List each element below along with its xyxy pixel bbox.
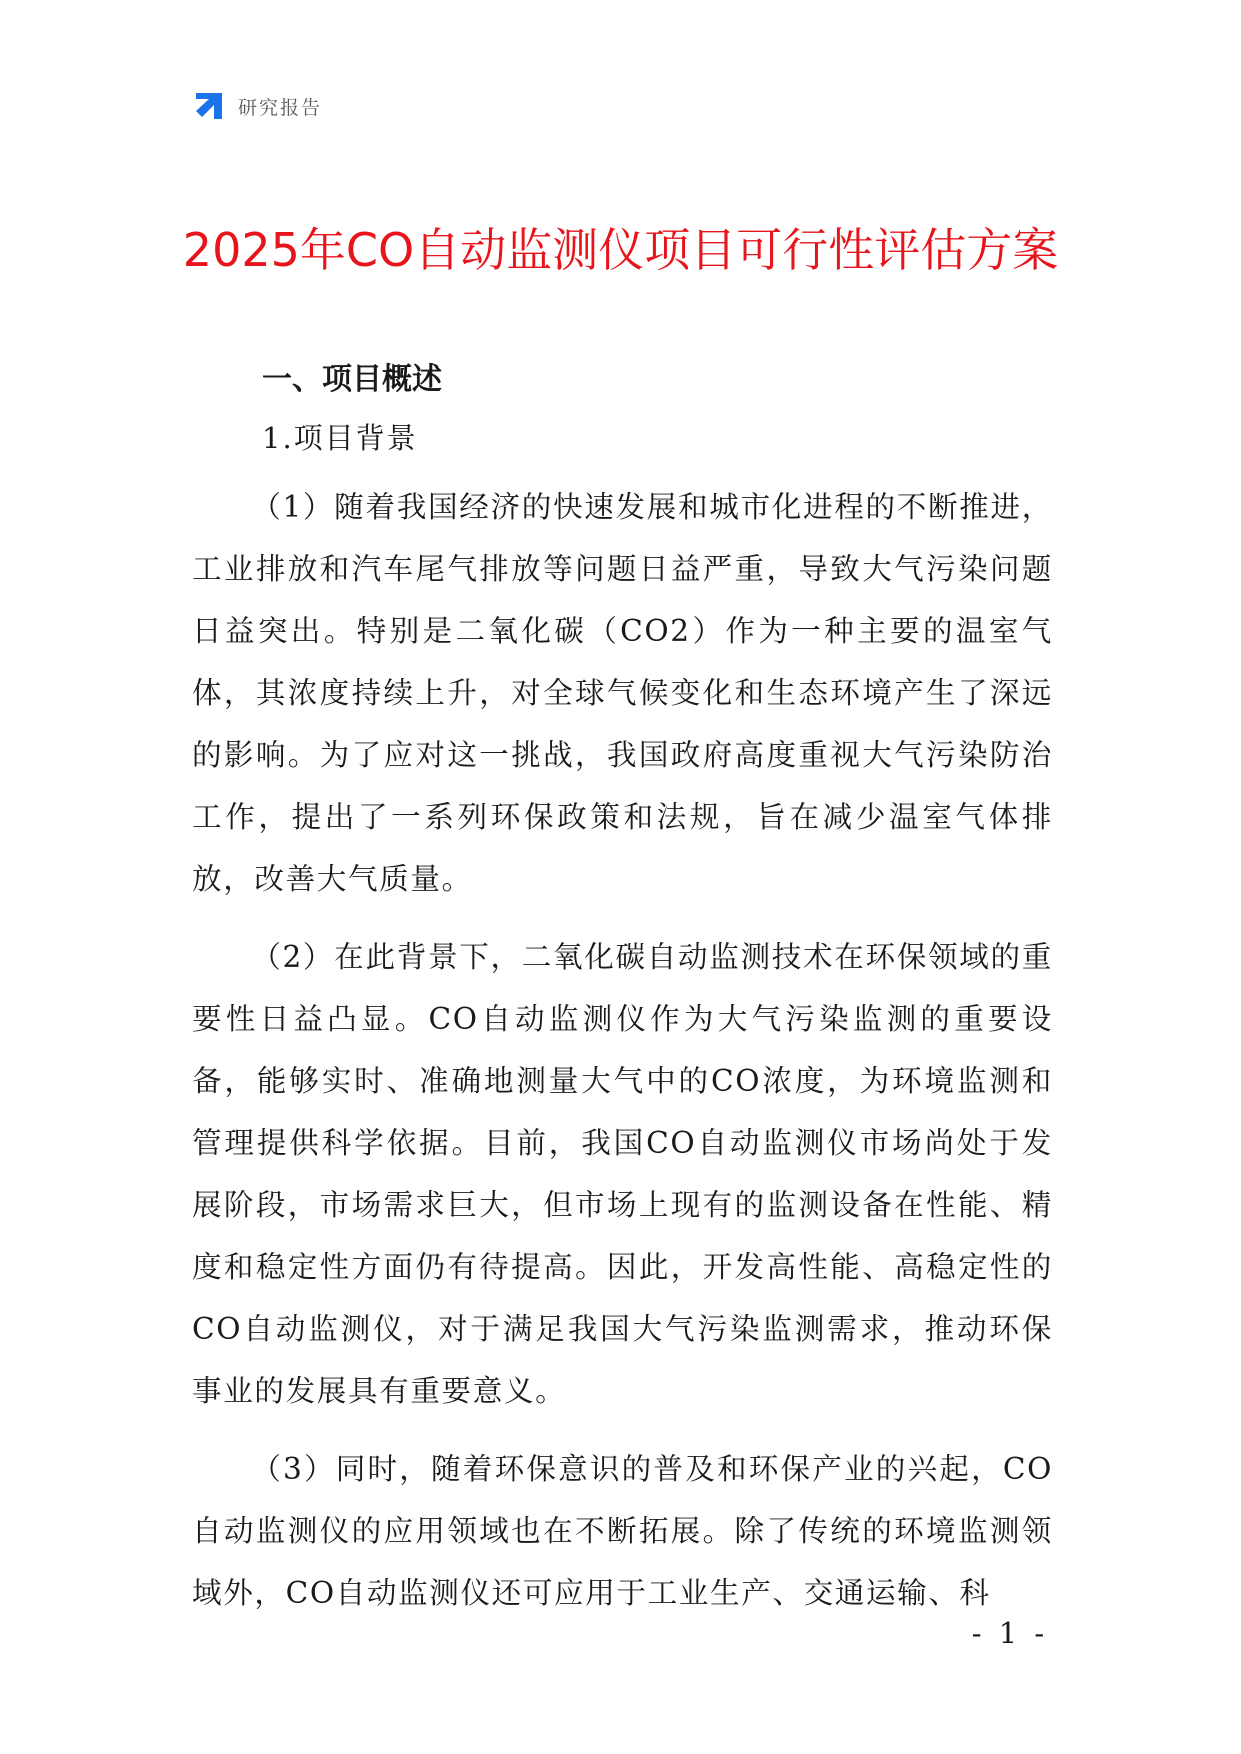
page-number: - 1 - xyxy=(971,1616,1049,1650)
report-header xyxy=(192,88,322,124)
sub-heading: 1.项目背景 xyxy=(262,421,418,455)
header-label: 研究报告 xyxy=(238,96,323,119)
section-heading: 一、项目概述 xyxy=(262,362,442,397)
arrow-up-right-icon xyxy=(192,89,226,123)
document-body xyxy=(192,358,1053,1624)
document-title: 2025年CO自动监测仪项目可行性评估方案 xyxy=(182,223,1059,277)
paragraph-1: （1）随着我国经济的快速发展和城市化进程的不断推进，工业排放和汽车尾气排放等问题日益严重，导致大气污染问题日益突出。特别是二氧化碳（CO2）作为一种主要的温室气体，其浓度持续上升，对全球气候变化和生态环境产生了深远的影响。为了应对这一挑战，我国政府高度重视大气污染防治工作，提出了一系列环保政策和法规，旨在减少温室气体排放，改善大气质量。 xyxy=(192,490,1053,896)
paragraph-2: （2）在此背景下，二氧化碳自动监测技术在环保领域的重要性日益凸显。CO自动监测仪作为大气污染监测的重要设备，能够实时、准确地测量大气中的CO浓度，为环境监测和管理提供科学依据。目前，我国CO自动监测仪市场尚处于发展阶段，市场需求巨大，但市场上现有的监测设备在性能、精度和稳定性方面仍有待提高。因此，开发高性能、高稳定性的CO自动监测仪，对于满足我国大气污染监测需求，推动环保事业的发展具有重要意义。 xyxy=(192,940,1053,1408)
paragraph-3: （3）同时，随着环保意识的普及和环保产业的兴起，CO自动监测仪的应用领域也在不断拓展。除了传统的环境监测领域外，CO自动监测仪还可应用于工业生产、交通运输、科 xyxy=(192,1452,1053,1610)
